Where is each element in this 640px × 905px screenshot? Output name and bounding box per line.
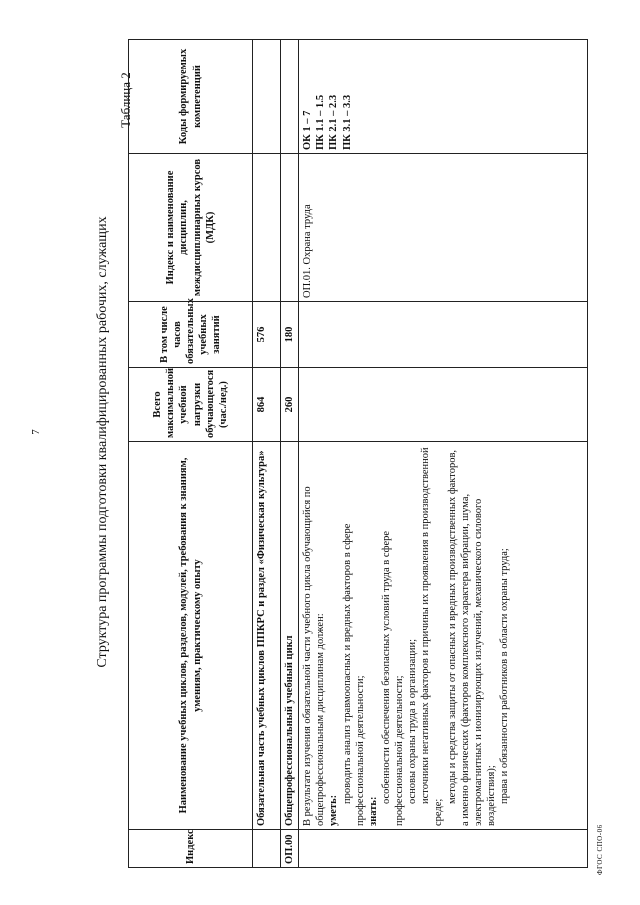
mandatory-part-required: 576	[253, 302, 281, 368]
op-section-index: ОП.00	[281, 830, 299, 868]
mandatory-part-codes	[253, 40, 281, 154]
op-section-discipline	[281, 154, 299, 302]
op01-znat-label: знать:	[367, 796, 379, 826]
op01-requirements	[299, 442, 588, 830]
mandatory-part-discipline	[253, 154, 281, 302]
op01-total	[299, 368, 588, 442]
header-required-hours: В том числе часов обязательных учебных занятий	[129, 302, 253, 368]
op01-umet-label: уметь:	[328, 794, 340, 826]
table-label: Таблица 2	[118, 72, 133, 128]
header-index: Индекс	[129, 830, 253, 868]
op01-discipline: ОП.01. Охрана труда	[299, 154, 588, 302]
op01-znat-item: права и обязанности работников в области охраны труда;	[499, 548, 510, 804]
op01-znat-item: особенности обеспечения безопасных условий труда в сфере профессиональной деятельности;	[380, 530, 405, 826]
document-title: Структура программы подготовки квалифицированных рабочих, служащих	[95, 216, 110, 668]
op-section-name: Общепрофессиональный учебный цикл	[281, 442, 299, 830]
op01-znat-item: методы и средства защиты от опасных и вредных производственных факторов, а именно физических (факторов комплексного характера вибрации, шума, электромагнитных и ионизирующих излучений, механического силового воздействия);	[446, 449, 497, 826]
competency-code: ПК 3.1 – 3.3	[341, 94, 353, 150]
op01-required	[299, 302, 588, 368]
footer-text: ФГОС СПО-06	[596, 824, 604, 875]
header-name: Наименование учебных циклов, разделов, модулей, требования к знаниям, умениям, практическому опыту	[129, 442, 253, 830]
op01-intro: В результате изучения обязательной части учебного цикла обучающийся по общепрофессиональным дисциплинам должен:	[302, 486, 327, 826]
op01-znat-item: источники негативных факторов и причины их проявления в производственной среде;	[420, 447, 445, 826]
structure-table-wrapper	[128, 40, 588, 868]
op-section-row	[281, 40, 299, 868]
mandatory-part-name: Обязательная часть учебных циклов ППКРС и раздел «Физическая культура»	[253, 442, 281, 830]
op-section-required: 180	[281, 302, 299, 368]
structure-table	[128, 39, 588, 868]
op01-row	[299, 40, 588, 868]
page-number: 7	[30, 429, 42, 435]
competency-code: ОК 1 – 7	[302, 110, 314, 150]
op01-codes	[299, 40, 588, 154]
competency-code: ПК 1.1 – 1.5	[315, 94, 327, 150]
header-codes: Коды формируемых компетенций	[129, 40, 253, 154]
op01-index	[299, 830, 588, 868]
mandatory-part-row	[253, 40, 281, 868]
op-section-codes	[281, 40, 299, 154]
op01-znat-item: основы охраны труда в организации;	[407, 638, 419, 804]
table-header-row	[129, 40, 253, 868]
header-total-hours: Всего максимальной учебной нагрузки обучающегося (час./нед.)	[129, 368, 253, 442]
op-section-total: 260	[281, 368, 299, 442]
competency-code: ПК 2.1 – 2.3	[328, 94, 340, 150]
header-discipline: Индекс и наименование дисциплин, междисциплинарных курсов (МДК)	[129, 154, 253, 302]
mandatory-part-total: 864	[253, 368, 281, 442]
mandatory-part-index	[253, 830, 281, 868]
op01-umet-item: проводить анализ травмоопасных и вредных факторов в сфере профессиональной деятельности;	[341, 523, 366, 826]
